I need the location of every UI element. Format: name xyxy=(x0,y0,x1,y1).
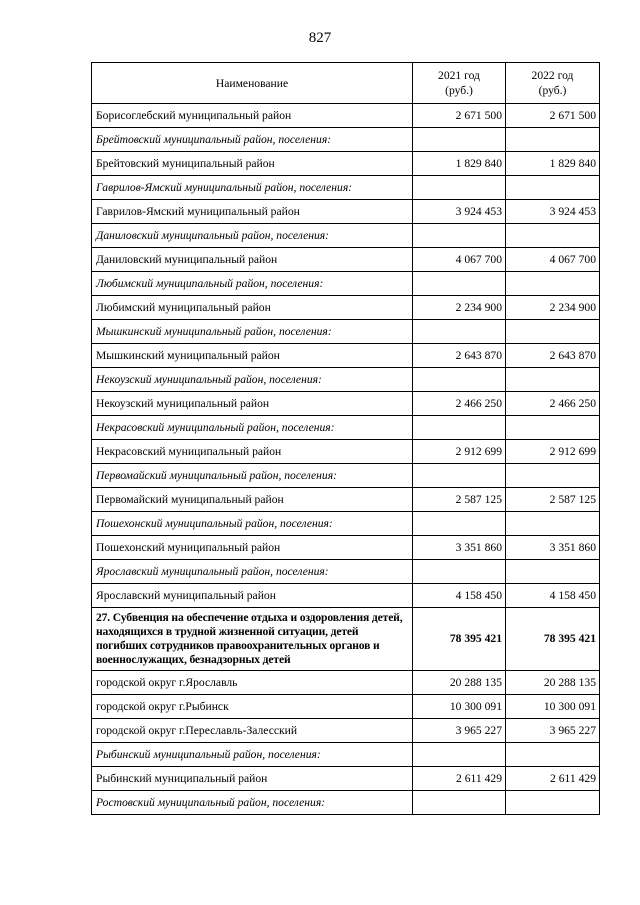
row-name-cell: Ярославский муниципальный район xyxy=(92,584,413,608)
row-2021-cell: 1 829 840 xyxy=(413,152,506,176)
row-2021-cell: 20 288 135 xyxy=(413,671,506,695)
table-row xyxy=(92,536,600,560)
row-2022-cell: 2 466 250 xyxy=(506,392,600,416)
row-name-cell: Первомайский муниципальный район xyxy=(92,488,413,512)
row-2021-cell: 2 912 699 xyxy=(413,440,506,464)
row-2021-cell xyxy=(413,224,506,248)
row-2022-cell xyxy=(506,464,600,488)
table-row xyxy=(92,392,600,416)
row-2022-cell xyxy=(506,743,600,767)
row-2021-cell: 2 671 500 xyxy=(413,104,506,128)
table-row xyxy=(92,200,600,224)
row-name-cell: Некоузский муниципальный район, поселения: xyxy=(92,368,413,392)
row-2021-cell: 2 466 250 xyxy=(413,392,506,416)
subheading-row xyxy=(92,224,600,248)
row-name-cell: Мышкинский муниципальный район xyxy=(92,344,413,368)
row-2022-cell: 1 829 840 xyxy=(506,152,600,176)
header-name: Наименование xyxy=(92,63,413,104)
row-2022-cell xyxy=(506,368,600,392)
row-2022-cell: 2 587 125 xyxy=(506,488,600,512)
row-2022-cell: 2 671 500 xyxy=(506,104,600,128)
row-name-cell: Даниловский муниципальный район xyxy=(92,248,413,272)
row-name-cell: Пошехонский муниципальный район, поселения: xyxy=(92,512,413,536)
row-name-cell: городской округ г.Ярославль xyxy=(92,671,413,695)
row-2021-cell: 10 300 091 xyxy=(413,695,506,719)
subheading-row xyxy=(92,464,600,488)
row-2022-cell xyxy=(506,416,600,440)
row-2021-cell xyxy=(413,512,506,536)
row-2022-cell: 3 924 453 xyxy=(506,200,600,224)
header-year-2021-label: 2021 год xyxy=(438,69,480,82)
row-name-cell: Любимский муниципальный район xyxy=(92,296,413,320)
row-2022-cell: 2 234 900 xyxy=(506,296,600,320)
page-number: 827 xyxy=(308,30,332,46)
row-2021-cell: 4 067 700 xyxy=(413,248,506,272)
budget-table xyxy=(91,62,600,815)
row-name-cell: Рыбинский муниципальный район, поселения: xyxy=(92,743,413,767)
row-2022-cell xyxy=(506,320,600,344)
row-name-cell: Некоузский муниципальный район xyxy=(92,392,413,416)
subheading-row xyxy=(92,128,600,152)
row-2022-cell: 2 643 870 xyxy=(506,344,600,368)
row-2021-cell xyxy=(413,176,506,200)
row-2021-cell: 3 924 453 xyxy=(413,200,506,224)
row-2022-cell: 4 067 700 xyxy=(506,248,600,272)
subheading-row xyxy=(92,176,600,200)
row-2022-cell xyxy=(506,791,600,815)
row-2021-cell xyxy=(413,416,506,440)
table-header-row xyxy=(92,63,600,104)
header-year-2021 xyxy=(413,63,506,104)
row-name-cell: Первомайский муниципальный район, поселения: xyxy=(92,464,413,488)
header-year-2022-label: 2022 год xyxy=(531,69,574,82)
subheading-row xyxy=(92,512,600,536)
row-2022-cell xyxy=(506,272,600,296)
table-row xyxy=(92,584,600,608)
row-2022-cell: 4 158 450 xyxy=(506,584,600,608)
row-2021-cell: 78 395 421 xyxy=(413,608,506,671)
row-name-cell: Любимский муниципальный район, поселения: xyxy=(92,272,413,296)
row-name-cell: Мышкинский муниципальный район, поселения: xyxy=(92,320,413,344)
row-name-cell: Даниловский муниципальный район, поселения: xyxy=(92,224,413,248)
row-2022-cell xyxy=(506,512,600,536)
row-name-cell: Борисоглебский муниципальный район xyxy=(92,104,413,128)
row-name-cell: Брейтовский муниципальный район, поселения: xyxy=(92,128,413,152)
row-2021-cell xyxy=(413,128,506,152)
row-name-cell: Брейтовский муниципальный район xyxy=(92,152,413,176)
row-2022-cell: 2 611 429 xyxy=(506,767,600,791)
row-name-cell: Гаврилов-Ямский муниципальный район, поселения: xyxy=(92,176,413,200)
subheading-row xyxy=(92,272,600,296)
row-name-cell: городской округ г.Рыбинск xyxy=(92,695,413,719)
row-name-cell: Гаврилов-Ямский муниципальный район xyxy=(92,200,413,224)
table-row xyxy=(92,440,600,464)
table-row xyxy=(92,344,600,368)
header-year-2022 xyxy=(506,63,600,104)
row-name-cell: Рыбинский муниципальный район xyxy=(92,767,413,791)
subheading-row xyxy=(92,791,600,815)
table-row xyxy=(92,152,600,176)
subheading-row xyxy=(92,368,600,392)
header-year-2022-unit: (руб.) xyxy=(538,84,567,97)
table-row xyxy=(92,488,600,512)
row-name-cell: Ростовский муниципальный район, поселения: xyxy=(92,791,413,815)
row-2021-cell xyxy=(413,791,506,815)
row-2021-cell: 2 587 125 xyxy=(413,488,506,512)
table-row xyxy=(92,671,600,695)
row-2022-cell: 2 912 699 xyxy=(506,440,600,464)
row-2022-cell: 78 395 421 xyxy=(506,608,600,671)
row-2021-cell xyxy=(413,743,506,767)
table-row xyxy=(92,719,600,743)
row-2021-cell xyxy=(413,320,506,344)
row-name-cell: городской округ г.Переславль-Залесский xyxy=(92,719,413,743)
row-2022-cell: 3 351 860 xyxy=(506,536,600,560)
row-2022-cell: 10 300 091 xyxy=(506,695,600,719)
row-2022-cell xyxy=(506,224,600,248)
table-row xyxy=(92,296,600,320)
row-2021-cell xyxy=(413,272,506,296)
row-name-cell: 27. Субвенция на обеспечение отдыха и оздоровления детей, находящихся в трудной жизненной ситуации, детей погибших сотрудников правоохранительных органов и военнослужащих, безнадзорных детей xyxy=(92,608,413,671)
row-2022-cell: 20 288 135 xyxy=(506,671,600,695)
subheading-row xyxy=(92,416,600,440)
row-2021-cell: 3 351 860 xyxy=(413,536,506,560)
row-2022-cell xyxy=(506,560,600,584)
row-2021-cell: 2 234 900 xyxy=(413,296,506,320)
row-2022-cell xyxy=(506,128,600,152)
row-name-cell: Некрасовский муниципальный район xyxy=(92,440,413,464)
row-2021-cell xyxy=(413,368,506,392)
table-row xyxy=(92,767,600,791)
row-2021-cell: 4 158 450 xyxy=(413,584,506,608)
table-row xyxy=(92,104,600,128)
subheading-row xyxy=(92,560,600,584)
row-2021-cell: 2 643 870 xyxy=(413,344,506,368)
row-2022-cell xyxy=(506,176,600,200)
row-2021-cell: 3 965 227 xyxy=(413,719,506,743)
row-2022-cell: 3 965 227 xyxy=(506,719,600,743)
table-body xyxy=(92,104,600,815)
subheading-row xyxy=(92,743,600,767)
header-year-2021-unit: (руб.) xyxy=(445,84,473,97)
table-row xyxy=(92,248,600,272)
row-name-cell: Пошехонский муниципальный район xyxy=(92,536,413,560)
row-name-cell: Некрасовский муниципальный район, поселения: xyxy=(92,416,413,440)
section-row xyxy=(92,608,600,671)
row-2021-cell xyxy=(413,560,506,584)
row-name-cell: Ярославский муниципальный район, поселения: xyxy=(92,560,413,584)
row-2021-cell: 2 611 429 xyxy=(413,767,506,791)
table-row xyxy=(92,695,600,719)
subheading-row xyxy=(92,320,600,344)
row-2021-cell xyxy=(413,464,506,488)
